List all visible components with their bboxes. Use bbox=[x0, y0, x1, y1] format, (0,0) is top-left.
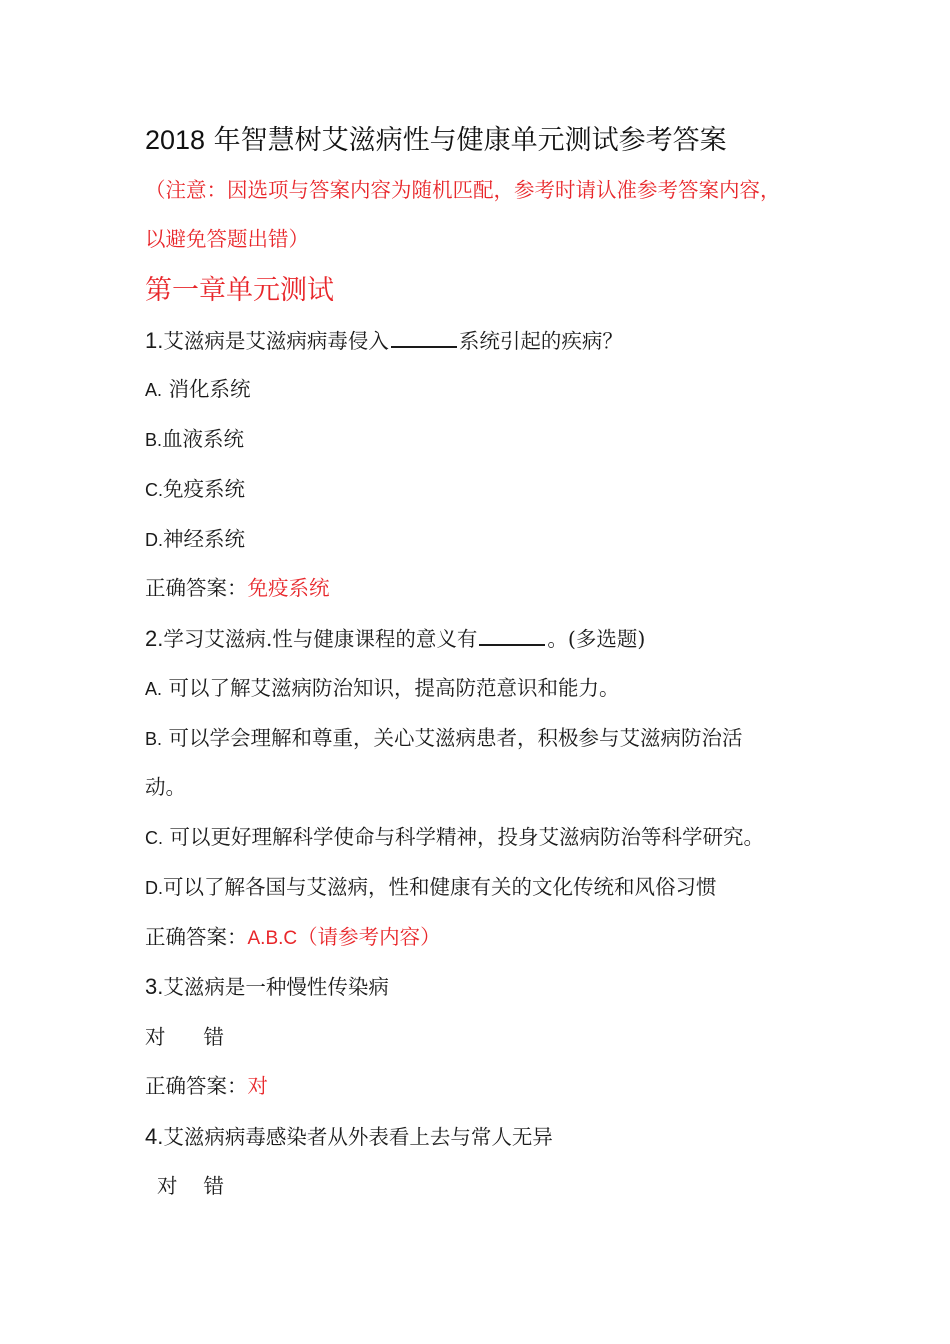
option-text: 可以学会理解和尊重，关心艾滋病患者，积极参与艾滋病防治活 bbox=[162, 726, 743, 750]
question-2 bbox=[145, 625, 645, 653]
option-c bbox=[145, 475, 245, 504]
title-text: 年智慧树艾滋病性与健康单元测试参考答案 bbox=[213, 125, 727, 156]
option-letter: D. bbox=[145, 530, 163, 550]
question-number: 4. bbox=[145, 1124, 164, 1149]
question-1 bbox=[145, 327, 623, 355]
option-d bbox=[145, 525, 245, 554]
question-text: 艾滋病病毒感染者从外表看上去与常人无异 bbox=[163, 1125, 553, 1149]
option-text: 神经系统 bbox=[163, 527, 245, 551]
question-number: 3. bbox=[145, 974, 164, 999]
chapter-title: 第一章单元测试 bbox=[145, 275, 334, 306]
option-text: 可以了解艾滋病防治知识，提高防范意识和能力。 bbox=[162, 676, 620, 700]
answer-value: 对 bbox=[247, 1074, 268, 1098]
answer-1 bbox=[145, 574, 330, 602]
answer-label: 正确答案： bbox=[145, 925, 248, 949]
option-letter: B. bbox=[145, 729, 163, 749]
option-text: 可以更好理解科学使命与科学精神，投身艾滋病防治等科学研究。 bbox=[163, 825, 765, 849]
option-letter: C. bbox=[145, 828, 163, 848]
question-number: 2. bbox=[145, 626, 164, 651]
question-text: 艾滋病是一种慢性传染病 bbox=[163, 975, 389, 999]
answer-value: 免疫系统 bbox=[247, 576, 330, 600]
option-text: 消化系统 bbox=[162, 377, 251, 401]
question-text-end: 系统引起的疾病？ bbox=[458, 329, 623, 353]
choice-true: 对 bbox=[145, 1025, 166, 1049]
question-text: 学习艾滋病.性与健康课程的意义有 bbox=[163, 627, 478, 651]
answer-label: 正确答案： bbox=[145, 576, 248, 600]
title-year: 2018 bbox=[145, 125, 206, 155]
option-c bbox=[145, 823, 764, 852]
option-text: 血液系统 bbox=[162, 427, 245, 451]
option-b-continued bbox=[145, 773, 186, 801]
option-b bbox=[145, 425, 244, 454]
notice-line-1: （注意：因选项与答案内容为随机匹配，参考时请认准参考答案内容， bbox=[145, 178, 781, 202]
option-text: 可以了解各国与艾滋病，性和健康有关的文化传统和风俗习惯 bbox=[163, 875, 717, 899]
notice-line-2: 以避免答题出错） bbox=[145, 227, 309, 251]
question-3 bbox=[145, 973, 389, 1001]
fill-blank bbox=[479, 626, 545, 646]
option-a bbox=[145, 674, 620, 703]
option-letter: B. bbox=[145, 430, 163, 450]
question-text-end: 。(多选题) bbox=[547, 627, 646, 651]
answer-3 bbox=[145, 1072, 268, 1100]
answer-2 bbox=[145, 923, 441, 953]
choice-false: 错 bbox=[203, 1025, 224, 1049]
option-d bbox=[145, 873, 717, 902]
question-text: 艾滋病是艾滋病病毒侵入 bbox=[163, 329, 389, 353]
option-text: 动。 bbox=[145, 775, 186, 799]
choice-true: 对 bbox=[157, 1174, 178, 1198]
option-letter: C. bbox=[145, 480, 163, 500]
true-false-choices bbox=[157, 1172, 224, 1200]
option-letter: A. bbox=[145, 380, 163, 400]
answer-note: （请参考内容） bbox=[297, 925, 441, 949]
option-a bbox=[145, 375, 251, 404]
fill-blank bbox=[391, 328, 457, 348]
document-title bbox=[145, 120, 727, 161]
answer-label: 正确答案： bbox=[145, 1074, 248, 1098]
true-false-choices bbox=[145, 1023, 224, 1051]
question-number: 1. bbox=[145, 328, 164, 353]
option-b bbox=[145, 724, 743, 753]
option-letter: A. bbox=[145, 679, 163, 699]
answer-value: A.B.C bbox=[247, 928, 298, 949]
choice-false: 错 bbox=[203, 1174, 224, 1198]
question-4 bbox=[145, 1123, 553, 1151]
option-text: 免疫系统 bbox=[163, 477, 245, 501]
option-letter: D. bbox=[145, 878, 163, 898]
